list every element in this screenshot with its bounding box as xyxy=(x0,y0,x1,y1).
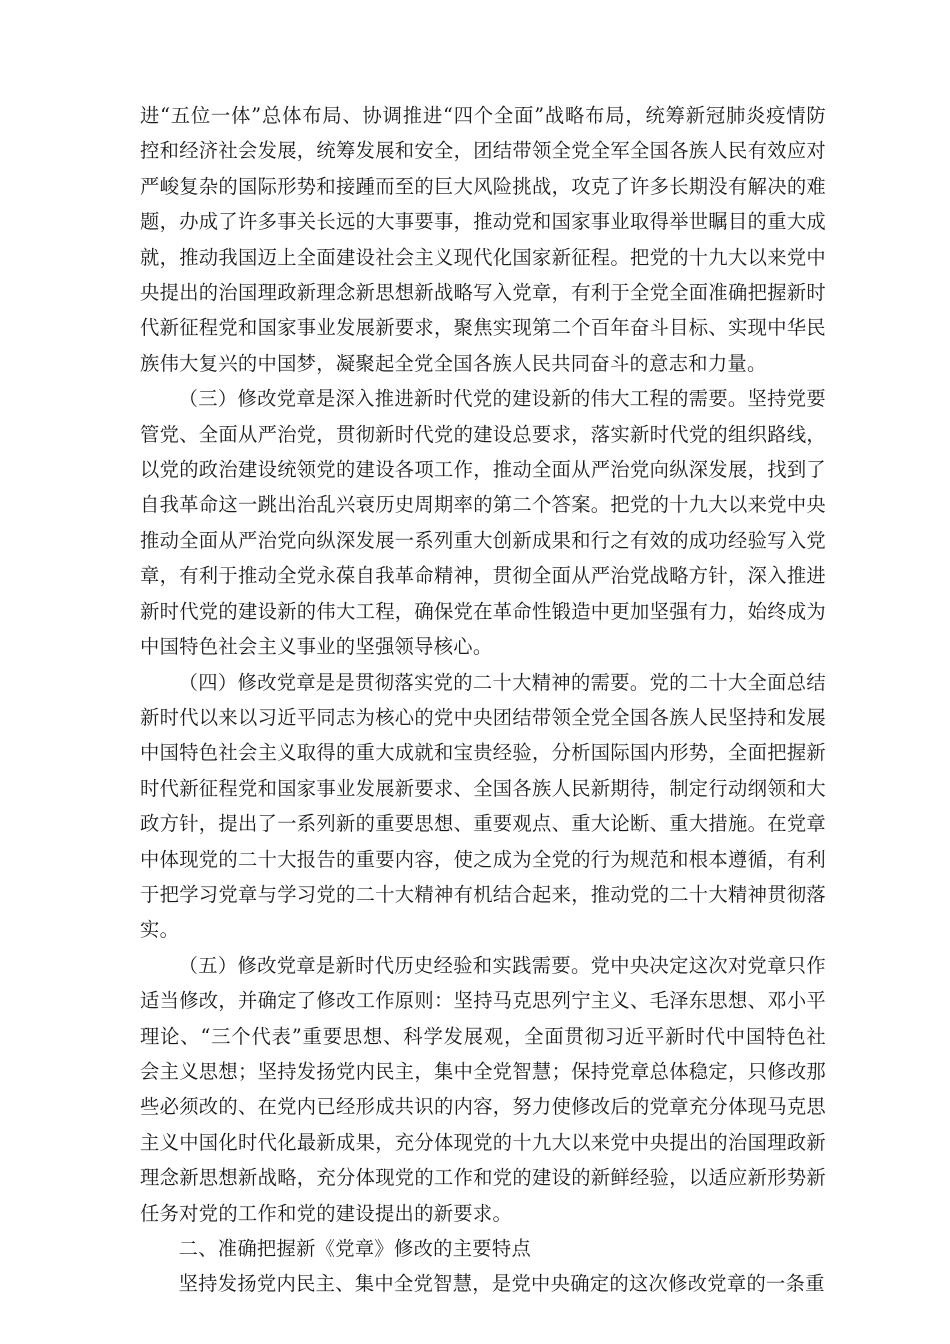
paragraph-point-4: （四）修改党章是是贯彻落实党的二十大精神的需要。党的二十大全面总结新时代以来以习近平同志为核心的党中央团结带领全党全国各族人民坚持和发展中国特色社会主义取得的重大成就和宝贵经验，分析国际国内形势，全面把握新时代新征程党和国家事业发展新要求、全国各族人民新期待，制定行动纲领和大政方针，提出了一系列新的重要思想、重要观点、重大论断、重大措施。在党章中体现党的二十大报告的重要内容，使之成为全党的行为规范和根本遵循，有利于把学习党章与学习党的二十大精神有机结合起来，推动党的二十大精神贯彻落实。 xyxy=(140,670,826,942)
paragraph-point-5: （五）修改党章是新时代历史经验和实践需要。党中央决定这次对党章只作适当修改，并确定了修改工作原则：坚持马克思列宁主义、毛泽东思想、邓小平理论、“三个代表”重要思想、科学发展观，全面贯彻习近平新时代中国特色社会主义思想；坚持发扬党内民主，集中全党智慧；保持党章总体稳定，只修改那些必须改的、在党内已经形成共识的内容，努力使修改后的党章充分体现马克思主义中国化时代化最新成果，充分体现党的十九大以来党中央提出的治国理政新理念新思想新战略，充分体现党的工作和党的建设的新鲜经验，以适应新形势新任务对党的工作和党的建设提出的新要求。 xyxy=(140,953,826,1225)
section-heading-2: 二、准确把握新《党章》修改的主要特点 xyxy=(178,1237,532,1260)
paragraph-point-3: （三）修改党章是深入推进新时代党的建设新的伟大工程的需要。坚持党要管党、全面从严治党，贯彻新时代党的建设总要求，落实新时代党的组织路线，以党的政治建设统领党的建设各项工作，推动全面从严治党向纵深发展，找到了自我革命这一跳出治乱兴衰历史周期率的第二个答案。把党的十九大以来党中央推动全面从严治党向纵深发展一系列重大创新成果和行之有效的成功经验写入党章，有利于推动全党永葆自我革命精神，贯彻全面从严治党战略方针，深入推进新时代党的建设新的伟大工程，确保党在革命性锻造中更加坚强有力，始终成为中国特色社会主义事业的坚强领导核心。 xyxy=(140,387,826,659)
paragraph-section-2-body: 坚持发扬党内民主、集中全党智慧，是党中央确定的这次修改党章的一条重 xyxy=(178,1272,825,1296)
paragraph-continuation: 进“五位一体”总体布局、协调推进“四个全面”战略布局，统筹新冠肺炎疫情防控和经济社会发展，统筹发展和安全，团结带领全党全军全国各族人民有效应对严峻复杂的国际形势和接踵而至的巨大风险挑战，攻克了许多长期没有解决的难题，办成了许多事关长远的大事要事，推动党和国家事业取得举世瞩目的重大成就，推动我国迈上全面建设社会主义现代化国家新征程。把党的十九大以来党中央提出的治国理政新理念新思想新战略写入党章，有利于全党全面准确把握新时代新征程党和国家事业发展新要求，聚焦实现第二个百年奋斗目标、实现中华民族伟大复兴的中国梦，凝聚起全党全国各族人民共同奋斗的意志和力量。 xyxy=(140,104,826,375)
document-body xyxy=(140,98,826,1302)
